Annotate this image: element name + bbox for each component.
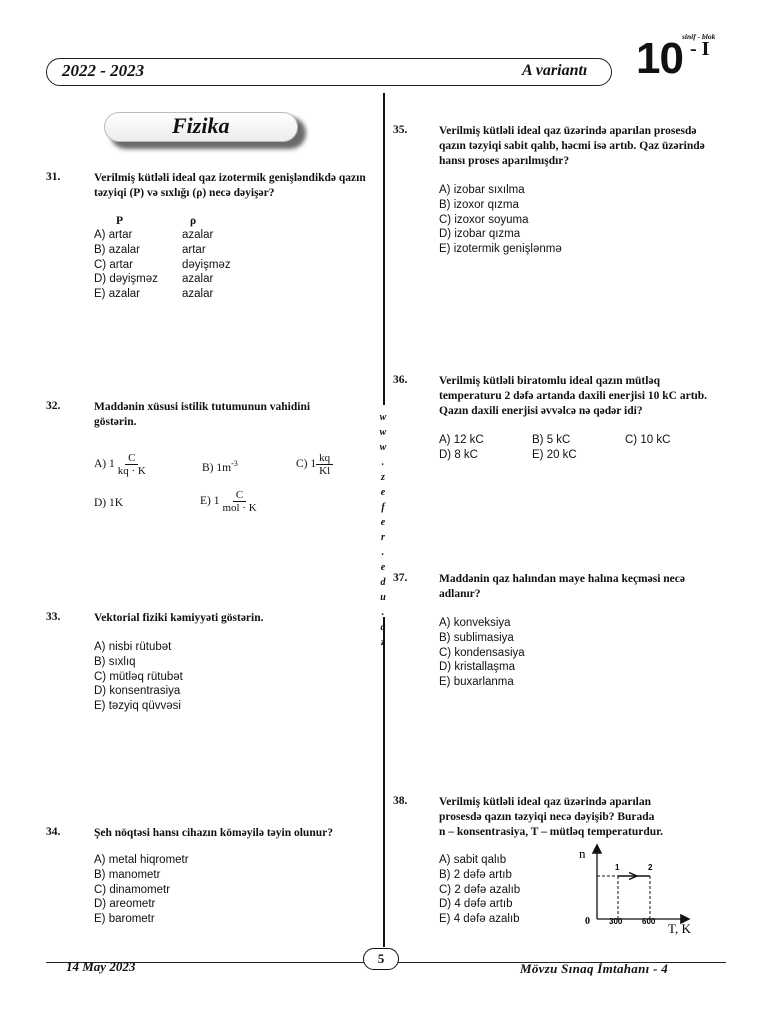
q35-options: [439, 183, 562, 257]
q32-c-den: Kl: [319, 465, 331, 477]
website-char: a: [380, 622, 386, 633]
q31-col-rho: ρ: [190, 215, 197, 227]
q32-e-num: C: [233, 489, 246, 502]
q31-options: [94, 228, 231, 302]
q32-e-fraction: [219, 489, 259, 514]
subject-title: Fizika: [172, 113, 230, 138]
q38-text-line-1: Verilmiş kütləli ideal qaz üzərində aparılan: [439, 796, 652, 808]
grade-label: sinif - blok: [682, 32, 716, 41]
website-char: .: [381, 457, 385, 468]
q35-option-b[interactable]: B) izoxor qızma: [439, 198, 519, 211]
q32-a-label: A) 1: [94, 458, 115, 471]
q31-option-d-value: azalar: [182, 273, 214, 286]
q31-option-d-label: D) dəyişməz: [94, 273, 158, 286]
x-tick-300: 300: [609, 917, 623, 926]
q32-c-fraction: [316, 452, 333, 477]
q36-option-a[interactable]: A) 12 kC: [439, 434, 484, 446]
q37-option-b[interactable]: B) sublimasiya: [439, 631, 514, 644]
q31-option[interactable]: [94, 258, 231, 273]
q31-option-e-label: E) azalar: [94, 288, 141, 301]
column-divider-top: [383, 93, 385, 405]
q34-text: Şeh nöqtəsi hansı cihazın köməyilə təyin olunur?: [94, 827, 333, 839]
x-axis-label: T, K: [668, 921, 691, 936]
column-divider-bottom: [383, 617, 385, 947]
page-number: 5: [377, 951, 385, 966]
q37-options: [439, 616, 525, 690]
q38-option-b[interactable]: B) 2 dəfə artıb: [439, 868, 512, 881]
q35-text: Verilmiş kütləli ideal qaz üzərində aparılan prosesdə qazın təzyiqi sabit qalıb, həcmi isə artıb. Qaz üzərində hansı proses aparılmışdır?: [439, 125, 705, 167]
q36-option-c[interactable]: C) 10 kC: [625, 434, 671, 446]
website-char: z: [381, 472, 385, 483]
q32-c-num: kq: [316, 452, 333, 465]
y-axis-label: n: [579, 846, 586, 861]
grade-suffix: - I: [690, 38, 710, 60]
q34-number: 34.: [46, 826, 61, 838]
q38-text: [439, 795, 729, 840]
q31-option[interactable]: [94, 287, 231, 302]
q37-option-c[interactable]: C) kondensasiya: [439, 646, 525, 659]
website-char: z: [381, 637, 385, 648]
q31-option-b-label: B) azalar: [94, 243, 141, 256]
q31-option-c-value: dəyişməz: [182, 258, 231, 271]
q33-options: [94, 640, 183, 714]
q35-option-a[interactable]: A) izobar sıxılma: [439, 184, 525, 196]
q31-option[interactable]: [94, 243, 231, 258]
q34-option-b[interactable]: B) manometr: [94, 868, 161, 881]
q33-option-d[interactable]: D) konsentrasiya: [94, 685, 181, 698]
q35-number: 35.: [393, 124, 408, 136]
q38-number: 38.: [393, 795, 408, 807]
q32-a-num: C: [125, 452, 138, 465]
q33-option-b[interactable]: B) sıxlıq: [94, 655, 136, 668]
website-char: w: [379, 427, 387, 438]
footer-exam-title: Mövzu Sınaq İmtahanı - 4: [520, 961, 669, 976]
q38-options: [439, 853, 520, 927]
website-char: u: [380, 592, 386, 603]
website-char: w: [379, 412, 387, 423]
website-char: r: [381, 532, 385, 543]
q35-option-c[interactable]: C) izoxor soyuma: [439, 213, 529, 226]
website-char: w: [379, 442, 387, 453]
q37-option-d[interactable]: D) kristallaşma: [439, 661, 516, 674]
q33-number: 33.: [46, 611, 61, 623]
website-char: f: [381, 502, 385, 513]
q38-graph: [572, 840, 702, 936]
q34-option-e[interactable]: E) barometr: [94, 913, 155, 926]
q32-option-d[interactable]: [94, 496, 123, 511]
q32-d-label: D) 1K: [94, 497, 124, 509]
q31-option-a-value: azalar: [182, 229, 214, 241]
q37-option-e[interactable]: E) buxarlanma: [439, 676, 514, 689]
grade-number: 10: [636, 34, 683, 83]
point-1-label: 1: [615, 863, 620, 872]
q31-option-a-label: A) artar: [94, 229, 133, 241]
q32-b-label: B) 1m: [202, 461, 232, 474]
q38-text-line-2: prosesdə qazın təzyiqi necə dəyişib? Burada: [439, 811, 655, 823]
q32-b-exp: -3: [231, 459, 238, 468]
q36-option-b[interactable]: B) 5 kC: [532, 434, 571, 446]
q31-col-p: P: [116, 215, 124, 227]
q36-options: [439, 433, 719, 463]
q37-number: 37.: [393, 572, 408, 584]
website-watermark: [373, 410, 393, 650]
q36-option-e[interactable]: E) 20 kC: [532, 448, 577, 461]
q36-number: 36.: [393, 374, 408, 386]
q32-option-c[interactable]: [296, 452, 333, 477]
q31-option-b-value: artar: [182, 243, 206, 256]
q33-text: Vektorial fiziki kəmiyyəti göstərin.: [94, 612, 264, 624]
q32-number: 32.: [46, 400, 61, 412]
website-char: e: [380, 562, 386, 573]
q32-a-den: kq · K: [117, 465, 146, 477]
q38-option-c[interactable]: C) 2 dəfə azalıb: [439, 883, 521, 896]
q31-text: Verilmiş kütləli ideal qaz izotermik genişləndikdə qazın təzyiqi (P) və sıxlığı (ρ) necə dəyişər?: [94, 172, 366, 199]
q32-option-e[interactable]: [200, 489, 260, 514]
q31-option-e-value: azalar: [182, 288, 214, 301]
q38-option-e[interactable]: E) 4 dəfə azalıb: [439, 913, 520, 926]
q33-option-c[interactable]: C) mütləq rütubət: [94, 670, 183, 683]
q33-option-a[interactable]: A) nisbi rütubət: [94, 641, 172, 653]
q33-option-e[interactable]: E) təzyiq qüvvəsi: [94, 700, 181, 713]
q34-option-a[interactable]: A) metal hiqrometr: [94, 854, 189, 866]
q32-e-label: E) 1: [200, 495, 220, 508]
q31-option[interactable]: [94, 272, 231, 287]
q35-option-d[interactable]: D) izobar qızma: [439, 228, 521, 241]
q32-a-fraction: [115, 452, 149, 477]
q32-e-den: mol · K: [222, 502, 257, 514]
website-char: e: [380, 517, 386, 528]
point-2-label: 2: [648, 863, 653, 872]
origin-label: 0: [585, 916, 590, 927]
website-char: e: [380, 487, 386, 498]
website-char: .: [381, 607, 385, 618]
q36-option-d[interactable]: D) 8 kC: [439, 448, 478, 461]
q31-option[interactable]: [94, 228, 231, 243]
q31-option-c-label: C) artar: [94, 258, 133, 271]
q38-text-line-3: n – konsentrasiya, T – mütləq temperaturdur.: [439, 826, 664, 838]
footer-date: 14 May 2023: [66, 959, 136, 974]
q32-option-a[interactable]: [94, 452, 149, 477]
q32-c-label: C) 1: [296, 458, 317, 471]
q38-option-a[interactable]: A) sabit qalıb: [439, 854, 507, 866]
website-char: .: [381, 547, 385, 558]
website-char: d: [380, 577, 386, 588]
q32-text: Maddənin xüsusi istilik tutumunun vahidini göstərin.: [94, 401, 311, 428]
q38-option-d[interactable]: D) 4 dəfə artıb: [439, 898, 513, 911]
academic-year: 2022 - 2023: [62, 61, 145, 80]
q32-option-b[interactable]: [202, 457, 238, 476]
q37-text: Maddənin qaz halından maye halına keçməsi necə adlanır?: [439, 573, 685, 600]
q34-option-c[interactable]: C) dinamometr: [94, 883, 171, 896]
x-tick-600: 600: [642, 917, 656, 926]
variant-label: A variantı: [522, 62, 588, 79]
q31-number: 31.: [46, 171, 61, 183]
q35-option-e[interactable]: E) izotermik genişlənmə: [439, 243, 562, 256]
q36-text: Verilmiş kütləli biratomlu ideal qazın mütləq temperaturu 2 dəfə artanda daxili enerjisi 10 kC artıb. Qazın daxili enerjisi əvvəlcə nə qədər idi?: [439, 375, 707, 417]
q34-options: [94, 853, 189, 927]
q34-option-d[interactable]: D) areometr: [94, 898, 156, 911]
q37-option-a[interactable]: A) konveksiya: [439, 617, 511, 629]
